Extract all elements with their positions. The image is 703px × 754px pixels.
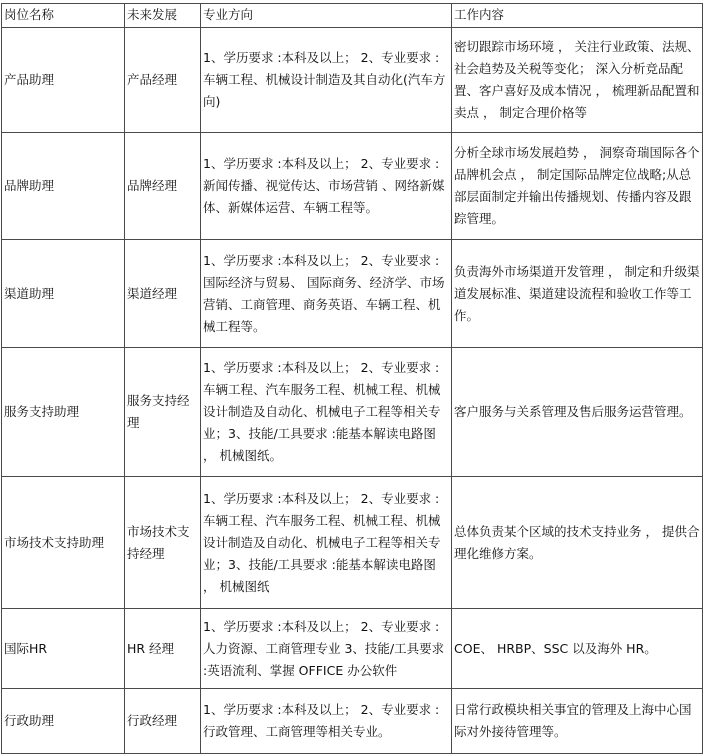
cell-position: 国际HR [2,609,125,689]
cell-future: 服务支持经理 [125,348,201,477]
header-position: 岗位名称 [2,4,125,28]
cell-future: 渠道经理 [125,240,201,348]
cell-future: 市场技术支持经理 [125,477,201,609]
cell-major: 1、学历要求 :本科及以上； 2、专业要求 :人力资源、工商管理专业 3、技能/工具要求 :英语流利、掌握 OFFICE 办公软件 [201,609,452,689]
cell-position: 品牌助理 [2,133,125,240]
cell-major: 1、学历要求 :本科及以上； 2、专业要求 :新闻传播、视觉传达、市场营销 、网络新媒体、新媒体运营、车辆工程等。 [201,133,452,240]
cell-duties: 密切跟踪市场环境 ， 关注行业政策、法规、社会趋势及关税等变化； 深入分析竞品配置、客户喜好及成本情况 ， 梳理新品配置和卖点 ， 制定合理价格等 [452,28,703,133]
cell-position: 渠道助理 [2,240,125,348]
header-major: 专业方向 [201,4,452,28]
cell-position: 产品助理 [2,28,125,133]
table-row [2,133,703,240]
cell-major: 1、学历要求 :本科及以上； 2、专业要求 :国际经济与贸易、 国际商务、经济学、市场营销、工商管理、商务英语、车辆工程、机械工程等。 [201,240,452,348]
cell-duties: 总体负责某个区域的技术支持业务 ， 提供合理化维修方案。 [452,477,703,609]
cell-duties: COE、 HRBP、SSC 以及海外 HR。 [452,609,703,689]
table-row [2,348,703,477]
job-positions-table [1,3,703,754]
table-header-row [2,4,703,28]
cell-future: HR 经理 [125,609,201,689]
header-duties: 工作内容 [452,4,703,28]
cell-future: 行政经理 [125,689,201,754]
table-row [2,28,703,133]
cell-position: 服务支持助理 [2,348,125,477]
cell-duties: 分析全球市场发展趋势 ， 洞察奇瑞国际各个品牌机会点 ， 制定国际品牌定位战略;从总部层面制定并输出传播规划、传播内容及跟踪管理。 [452,133,703,240]
cell-position: 市场技术支持助理 [2,477,125,609]
cell-position: 行政助理 [2,689,125,754]
cell-major: 1、学历要求 :本科及以上； 2、专业要求 :车辆工程、汽车服务工程、机械工程、机械设计制造及自动化、机械电子工程等相关专业；3、技能/工具要求 :能基本解读电路图 ， 机械图纸。 [201,348,452,477]
cell-major: 1、学历要求 :本科及以上； 2、专业要求 :车辆工程、机械设计制造及其自动化(汽车方向) [201,28,452,133]
table-row [2,240,703,348]
cell-duties: 客户服务与关系管理及售后服务运营管理。 [452,348,703,477]
header-future: 未来发展 [125,4,201,28]
table-row [2,689,703,754]
cell-duties: 负责海外市场渠道开发管理 ， 制定和升级渠道发展标准、渠道建设流程和验收工作等工作。 [452,240,703,348]
cell-duties: 日常行政模块相关事宜的管理及上海中心国际对外接待管理等。 [452,689,703,754]
cell-major: 1、学历要求 :本科及以上； 2、专业要求 :车辆工程、汽车服务工程、机械工程、机械设计制造及自动化、机械电子工程等相关专业；3、技能/工具要求 :能基本解读电路图 ， 机械图纸 [201,477,452,609]
cell-future: 品牌经理 [125,133,201,240]
table-row [2,477,703,609]
table-row [2,609,703,689]
cell-future: 产品经理 [125,28,201,133]
cell-major: 1、学历要求 :本科及以上； 2、专业要求 :行政管理、工商管理等相关专业。 [201,689,452,754]
